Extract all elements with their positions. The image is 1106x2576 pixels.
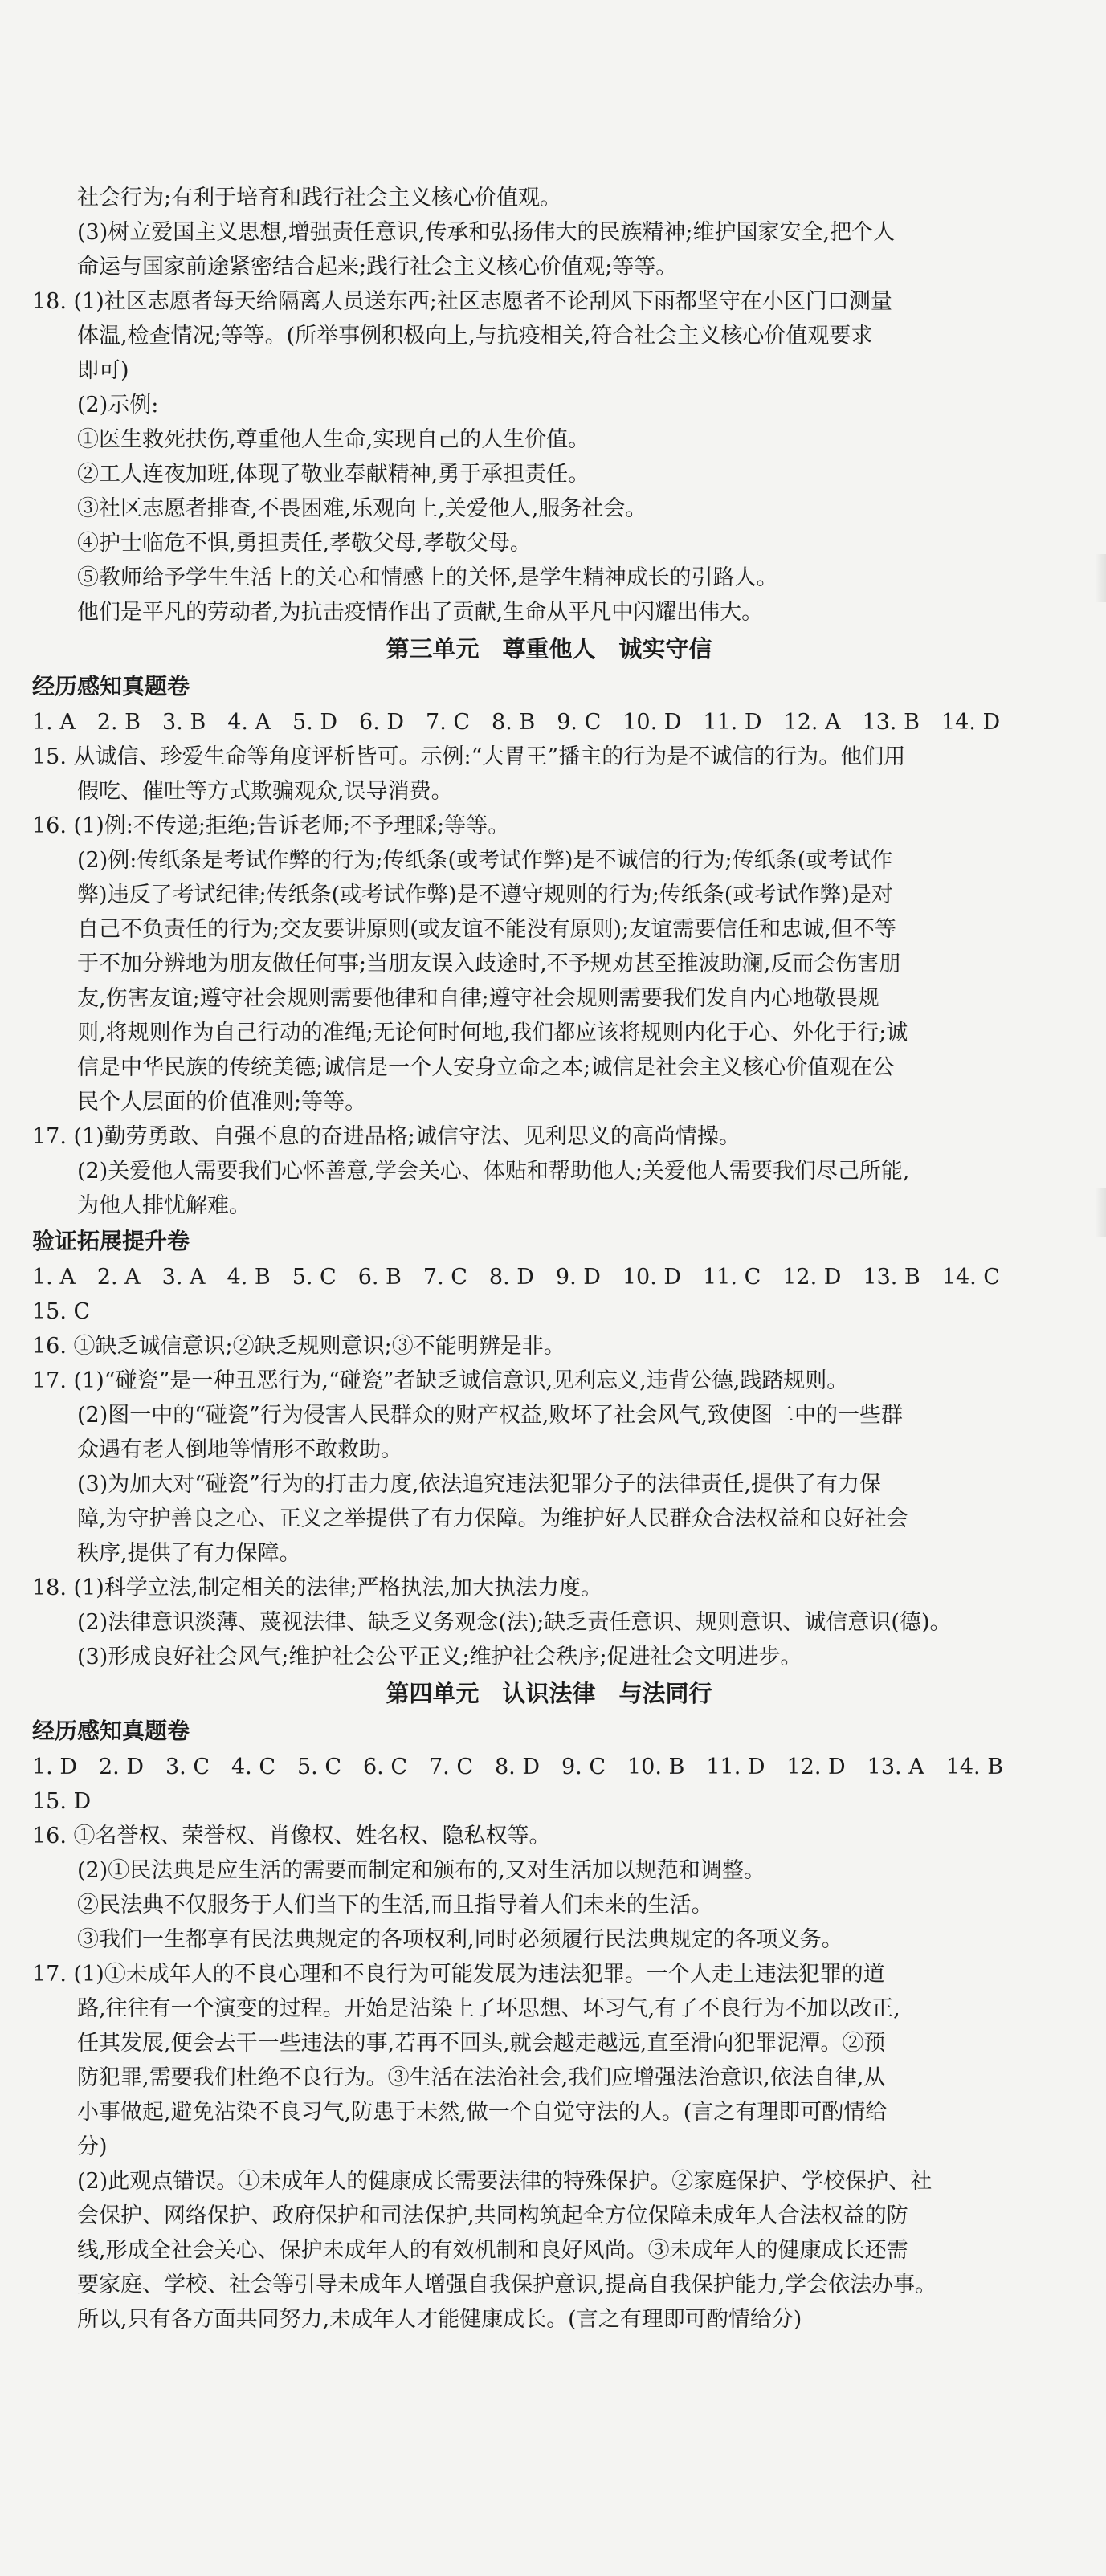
answer-line: 弊)违反了考试纪律;传纸条(或考试作弊)是不遵守规则的行为;传纸条(或考试作弊)是对 xyxy=(77,882,893,907)
answer-line: (2)关爱他人需要我们心怀善意,学会关心、体贴和帮助他人;关爱他人需要我们尽己所能, xyxy=(77,1159,910,1184)
answer-line: (2)此观点错误。①未成年人的健康成长需要法律的特殊保护。②家庭保护、学校保护、社 xyxy=(77,2169,933,2194)
scan-edge-shadow xyxy=(1095,554,1106,602)
answer-line: ③社区志愿者排查,不畏困难,乐观向上,关爱他人,服务社会。 xyxy=(77,496,647,521)
section-heading: 经历感知真题卷 xyxy=(32,1718,190,1744)
answer-line: 体温,检查情况;等等。(所举事例积极向上,与抗疫相关,符合社会主义核心价值观要求 xyxy=(77,324,873,348)
answer-line: 17. (1)①未成年人的不良心理和不良行为可能发展为违法犯罪。一个人走上违法犯罪的道 xyxy=(32,1962,885,1987)
answer-line: 他们是平凡的劳动者,为抗击疫情作出了贡献,生命从平凡中闪耀出伟大。 xyxy=(77,600,764,625)
unit-heading: 第四单元 认识法律 与法同行 xyxy=(386,1680,712,1707)
answer-line: ①医生救死扶伤,尊重他人生命,实现自己的人生价值。 xyxy=(77,427,590,452)
answer-line: 命运与国家前途紧密结合起来;践行社会主义核心价值观;等等。 xyxy=(77,255,678,279)
answer-line: 即可) xyxy=(77,358,129,383)
answer-line: 假吃、催吐等方式欺骗观众,误导消费。 xyxy=(77,779,453,804)
answer-line: 自己不负责任的行为;交友要讲原则(或友谊不能没有原则);友谊需要信任和忠诚,但不等 xyxy=(77,917,896,942)
answer-content xyxy=(32,181,1066,2337)
answer-line: 18. (1)科学立法,制定相关的法律;严格执法,加大执法力度。 xyxy=(32,1575,603,1600)
answer-line: 17. (1)勤劳勇敢、自强不息的奋进品格;诚信守法、见利思义的高尚情操。 xyxy=(32,1124,741,1149)
answer-line: 15. 从诚信、珍爱生命等角度评析皆可。示例:“大胃王”播主的行为是不诚信的行为。他们用 xyxy=(32,744,906,769)
answer-line: 于不加分辨地为朋友做任何事;当朋友误入歧途时,不予规劝甚至推波助澜,反而会伤害朋 xyxy=(77,952,901,976)
answer-line: 16. ①缺乏诚信意识;②缺乏规则意识;③不能明辨是非。 xyxy=(32,1334,565,1359)
answer-line: 分) xyxy=(77,2134,108,2159)
answer-line: 1. D 2. D 3. C 4. C 5. C 6. C 7. C 8. D 9. C 10. B 11. D 12. D 13. A 14. B xyxy=(32,1755,1004,1779)
answer-line: ④护士临危不惧,勇担责任,孝敬父母,孝敬父母。 xyxy=(77,531,532,556)
unit-heading: 第三单元 尊重他人 诚实守信 xyxy=(386,635,712,662)
answer-line: 路,往往有一个演变的过程。开始是沾染上了坏思想、坏习气,有了不良行为不加以改正, xyxy=(77,1996,900,2021)
answer-line: 民个人层面的价值准则;等等。 xyxy=(77,1090,367,1115)
answer-line: (2)示例: xyxy=(77,393,159,418)
scan-edge-shadow xyxy=(1095,1188,1106,1237)
answer-line: (2)法律意识淡薄、蔑视法律、缺乏义务观念(法);缺乏责任意识、规则意识、诚信意识(德)。 xyxy=(77,1610,952,1635)
answer-line: ③我们一生都享有民法典规定的各项权利,同时必须履行民法典规定的各项义务。 xyxy=(77,1927,843,1952)
answer-line: 秩序,提供了有力保障。 xyxy=(77,1541,301,1566)
answer-line: 防犯罪,需要我们杜绝不良行为。③生活在法治社会,我们应增强法治意识,依法自律,从 xyxy=(77,2065,886,2090)
answer-line: 1. A 2. B 3. B 4. A 5. D 6. D 7. C 8. B 9. C 10. D 11. D 12. A 13. B 14. D xyxy=(32,710,1001,735)
answer-line: 16. ①名誉权、荣誉权、肖像权、姓名权、隐私权等。 xyxy=(32,1824,551,1848)
answer-line: 障,为守护善良之心、正义之举提供了有力保障。为维护好人民群众合法权益和良好社会 xyxy=(77,1506,908,1531)
section-heading: 验证拓展提升卷 xyxy=(32,1228,190,1254)
answer-line: 线,形成全社会关心、保护未成年人的有效机制和良好风尚。③未成年人的健康成长还需 xyxy=(77,2238,908,2263)
answer-line: 小事做起,避免沾染不良习气,防患于未然,做一个自觉守法的人。(言之有理即可酌情给 xyxy=(77,2100,888,2125)
answer-line: (3)树立爱国主义思想,增强责任意识,传承和弘扬伟大的民族精神;维护国家安全,把个人 xyxy=(77,220,896,245)
answer-line: (2)图一中的“碰瓷”行为侵害人民群众的财产权益,败坏了社会风气,致使图二中的一些群 xyxy=(77,1403,904,1428)
answer-line: 会保护、网络保护、政府保护和司法保护,共同构筑起全方位保障未成年人合法权益的防 xyxy=(77,2203,908,2228)
answer-line: 1. A 2. A 3. A 4. B 5. C 6. B 7. C 8. D 9. D 10. D 11. C 12. D 13. B 14. C xyxy=(32,1265,1000,1290)
answer-line: (2)①民法典是应生活的需要而制定和颁布的,又对生活加以规范和调整。 xyxy=(77,1858,765,1883)
answer-line: 17. (1)“碰瓷”是一种丑恶行为,“碰瓷”者缺乏诚信意识,见利忘义,违背公德,践踏规则。 xyxy=(32,1368,849,1393)
answer-line: 友,伤害友谊;遵守社会规则需要他律和自律;遵守社会规则需要我们发自内心地敬畏规 xyxy=(77,986,879,1011)
section-heading: 经历感知真题卷 xyxy=(32,673,190,699)
answer-line: 16. (1)例:不传递;拒绝;告诉老师;不予理睬;等等。 xyxy=(32,813,510,838)
answer-line: 15. D xyxy=(32,1789,92,1814)
answer-line: 任其发展,便会去干一些违法的事,若再不回头,就会越走越远,直至滑向犯罪泥潭。②预 xyxy=(77,2031,886,2056)
answer-line: 15. C xyxy=(32,1299,91,1324)
answer-line: (3)形成良好社会风气;维护社会公平正义;维护社会秩序;促进社会文明进步。 xyxy=(77,1645,802,1669)
answer-line: 社会行为;有利于培育和践行社会主义核心价值观。 xyxy=(77,185,562,210)
answer-line: 信是中华民族的传统美德;诚信是一个人安身立命之本;诚信是社会主义核心价值观在公 xyxy=(77,1055,895,1080)
answer-line: ②工人连夜加班,体现了敬业奉献精神,勇于承担责任。 xyxy=(77,462,590,487)
answer-line: 为他人排忧解难。 xyxy=(77,1193,251,1218)
answer-line: 众遇有老人倒地等情形不敢救助。 xyxy=(77,1437,402,1462)
answer-line: (2)例:传纸条是考试作弊的行为;传纸条(或考试作弊)是不诚信的行为;传纸条(或考试作 xyxy=(77,848,893,873)
answer-line: ⑤教师给予学生生活上的关心和情感上的关怀,是学生精神成长的引路人。 xyxy=(77,565,778,590)
answer-line: 所以,只有各方面共同努力,未成年人才能健康成长。(言之有理即可酌情给分) xyxy=(77,2307,802,2332)
answer-line: 则,将规则作为自己行动的准绳;无论何时何地,我们都应该将规则内化于心、外化于行;诚 xyxy=(77,1021,908,1045)
answer-line: 要家庭、学校、社会等引导未成年人增强自我保护意识,提高自我保护能力,学会依法办事。 xyxy=(77,2272,937,2297)
answer-line: 18. (1)社区志愿者每天给隔离人员送东西;社区志愿者不论刮风下雨都坚守在小区门口测量 xyxy=(32,289,892,314)
answer-line: ②民法典不仅服务于人们当下的生活,而且指导着人们未来的生活。 xyxy=(77,1893,713,1918)
answer-line: (3)为加大对“碰瓷”行为的打击力度,依法追究违法犯罪分子的法律责任,提供了有力保 xyxy=(77,1472,882,1497)
